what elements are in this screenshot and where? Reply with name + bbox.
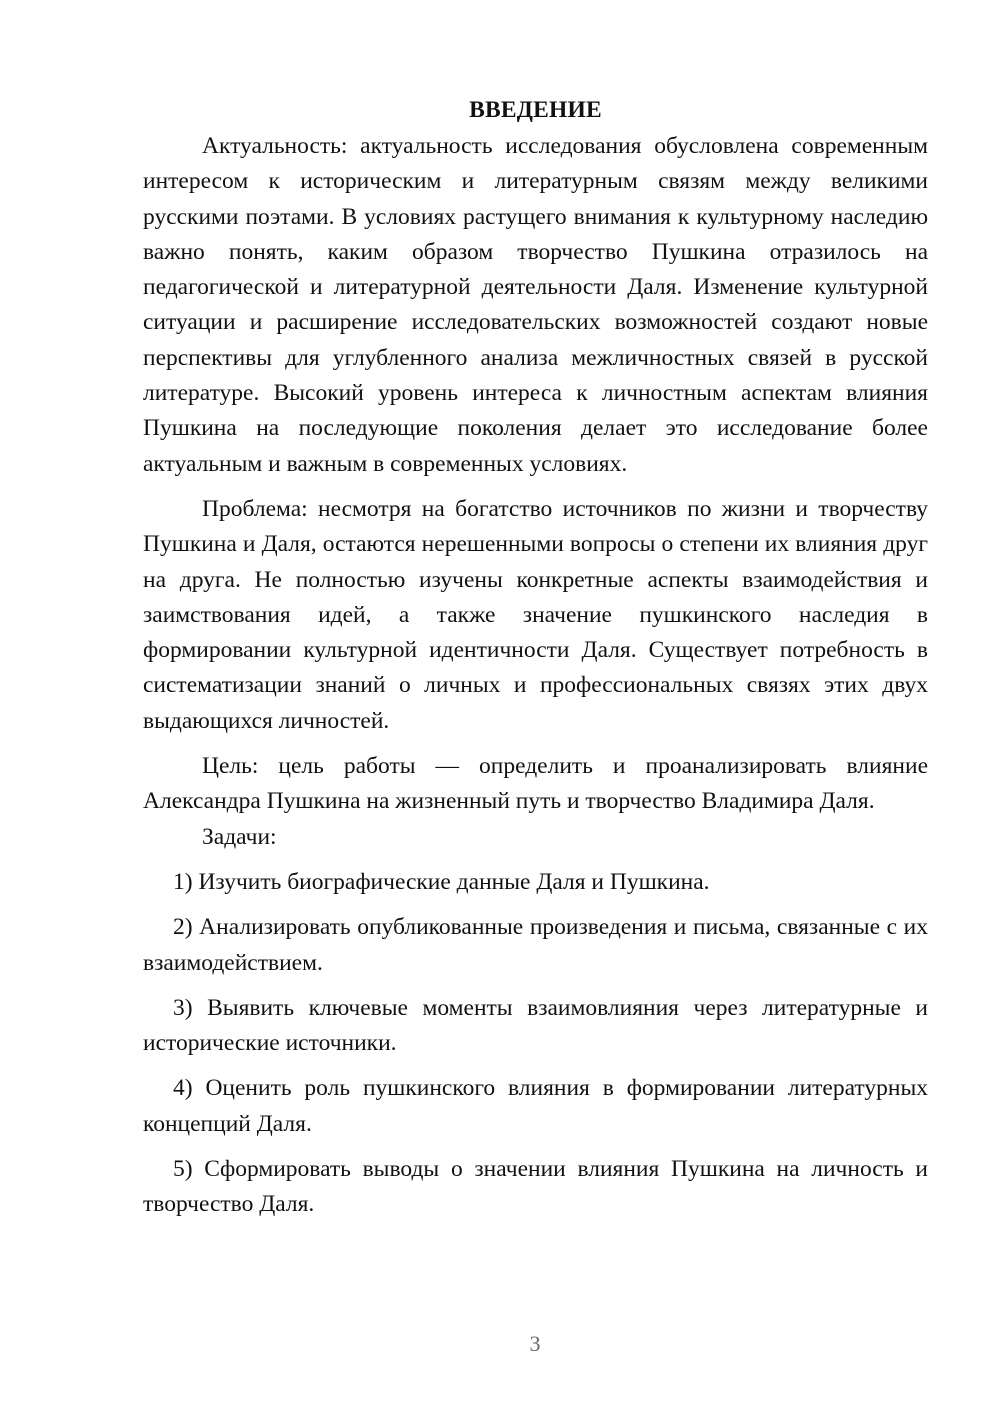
- paragraph-problem: Проблема: несмотря на богатство источников по жизни и творчеству Пушкина и Даля, остаются нерешенными вопросы о степени их влияния друг на друга. Не полностью изучены конкретные аспекты взаимодействия и заимствования идей, а также значение пушкинского наследия в формировании культурной идентичности Даля. Существует потребность в систематизации знаний о личных и профессиональных связях этих двух выдающихся личностей.: [143, 495, 928, 734]
- task-item-2: 2) Анализировать опубликованные произведения и письма, связанные с их взаимодействием.: [143, 914, 928, 976]
- page-number: 3: [529, 1331, 541, 1356]
- paragraph-goal: Цель: цель работы — определить и проанализировать влияние Александра Пушкина на жизненный путь и творчество Владимира Даля.: [143, 753, 928, 815]
- task-item-4: 4) Оценить роль пушкинского влияния в формировании литературных концепций Даля.: [143, 1075, 928, 1137]
- paragraph-relevance: Актуальность: актуальность исследования обусловлена современным интересом к историческим и литературным связям между великими русскими поэтами. В условиях растущего внимания к культурному наследию важно понять, каким образом творчество Пушкина отразилось на педагогической и литературной деятельности Даля. Изменение культурной ситуации и расширение исследовательских возможностей создают новые перспективы для углубленного анализа межличностных связей в русской литературе. Высокий уровень интереса к личностным аспектам влияния Пушкина на последующие поколения делает это исследование более актуальным и важным в современных условиях.: [143, 133, 928, 477]
- section-title: ВВЕДЕНИЕ: [469, 97, 602, 123]
- page-content: [143, 92, 928, 1223]
- task-item-1: 1) Изучить биографические данные Даля и Пушкина.: [173, 868, 710, 895]
- task-item-3: 3) Выявить ключевые моменты взаимовлияния через литературные и исторические источники.: [143, 994, 928, 1057]
- task-item-5: 5) Сформировать выводы о значении влияния Пушкина на личность и творчество Даля.: [143, 1156, 928, 1218]
- page-number-footer: [70, 1329, 1000, 1359]
- tasks-label: Задачи:: [202, 823, 277, 850]
